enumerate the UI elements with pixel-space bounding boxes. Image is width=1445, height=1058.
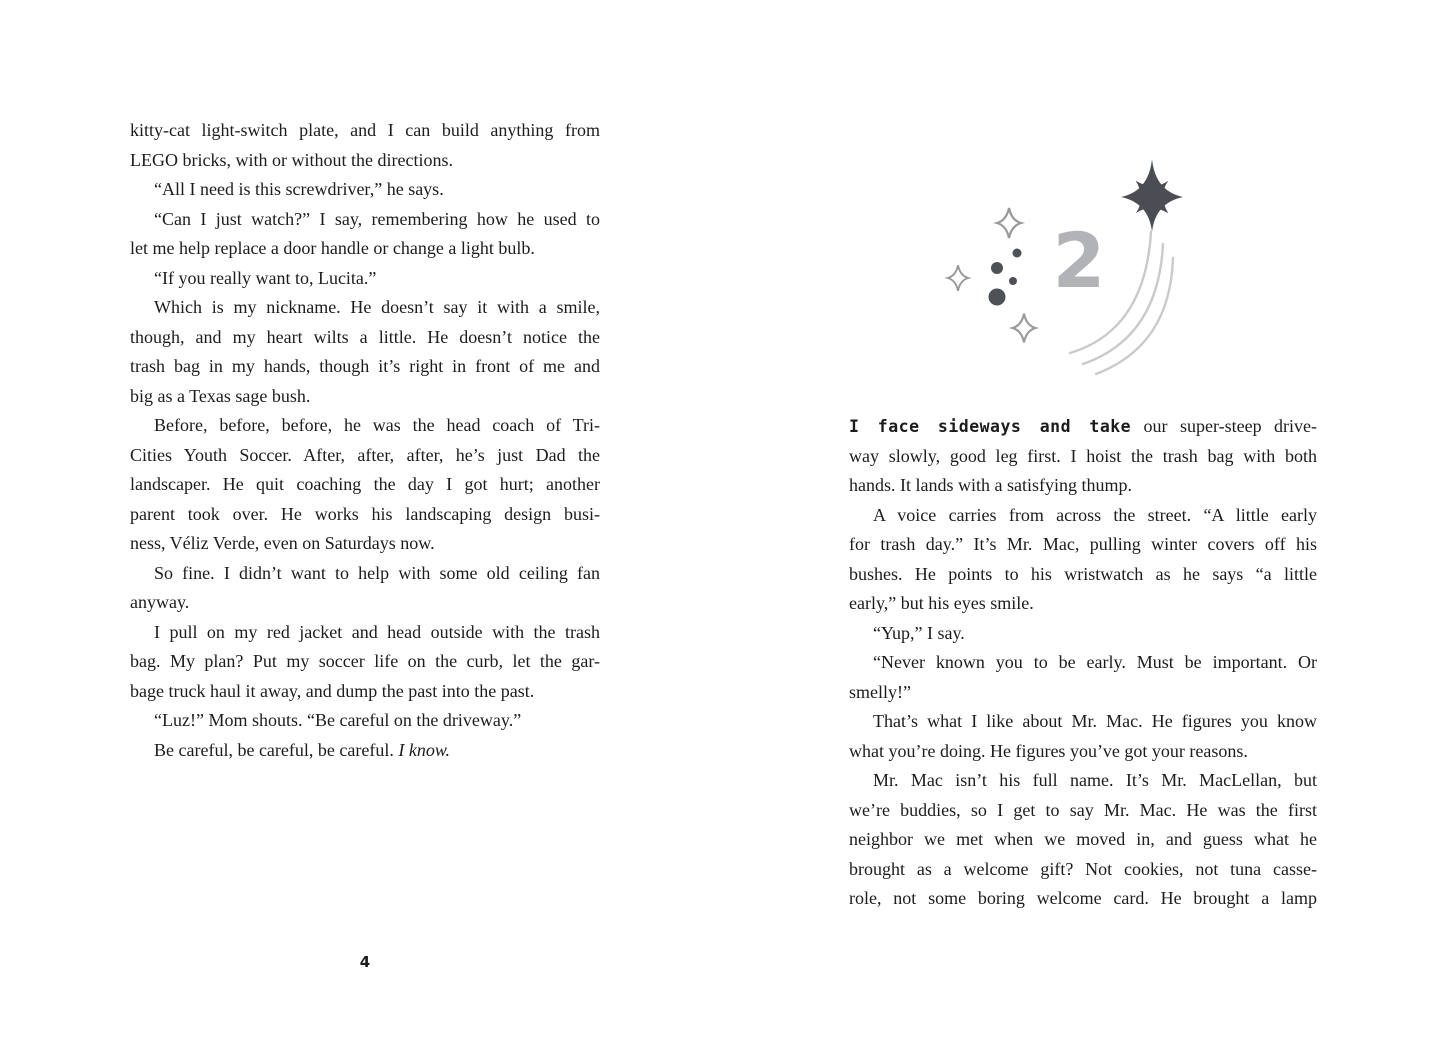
text-segment: brought as a welcome gift? Not cookies, not tuna casse- bbox=[849, 858, 1317, 879]
text-segment: role, not some boring welcome card. He brought a lamp bbox=[849, 888, 1317, 908]
text-segment: “All I need is this screwdriver,” he says. bbox=[154, 179, 444, 199]
text-line bbox=[849, 442, 1317, 472]
text-segment: bage truck haul it away, and dump the past into the past. bbox=[130, 680, 535, 701]
text-line bbox=[849, 737, 1317, 767]
text-segment: neighbor we met when we moved in, and guess what he bbox=[849, 829, 1317, 849]
text-line bbox=[130, 205, 600, 235]
text-segment: Cities Youth Soccer. After, after, after, he’s just Dad the bbox=[130, 444, 600, 465]
text-line bbox=[130, 441, 600, 471]
text-segment: I pull on my red jacket and head outside with the trash bbox=[154, 621, 600, 642]
text-segment: Before, before, before, he was the head coach of Tri- bbox=[154, 415, 600, 435]
dot bbox=[1013, 249, 1022, 258]
text-segment: parent took over. He works his landscaping design busi- bbox=[130, 503, 600, 524]
text-segment: what you’re doing. He figures you’ve got your reasons. bbox=[849, 740, 1248, 761]
text-segment: trash bag in my hands, though it’s right in front of me and bbox=[130, 356, 600, 376]
text-segment: our super-steep drive- bbox=[1131, 416, 1317, 436]
text-segment: “Yup,” I say. bbox=[873, 622, 965, 643]
text-line bbox=[130, 264, 600, 294]
dot bbox=[991, 262, 1003, 274]
text-line bbox=[849, 707, 1317, 737]
text-segment: I face sideways and take bbox=[849, 417, 1132, 436]
text-segment: we’re buddies, so I get to say Mr. Mac. He was the first bbox=[849, 799, 1317, 820]
text-line bbox=[130, 559, 600, 589]
text-segment: hands. It lands with a satisfying thump. bbox=[849, 475, 1132, 495]
text-segment: let me help replace a door handle or change a light bulb. bbox=[130, 238, 535, 258]
text-segment: That’s what I like about Mr. Mac. He figures you know bbox=[873, 711, 1317, 731]
text-segment: Which is my nickname. He doesn’t say it with a smile, bbox=[154, 297, 600, 317]
text-segment: “Luz!” Mom shouts. “Be careful on the driveway.” bbox=[154, 710, 522, 730]
text-line bbox=[130, 588, 600, 618]
chapter-ornament bbox=[920, 148, 1200, 378]
text-line bbox=[849, 589, 1317, 619]
text-line bbox=[849, 825, 1317, 855]
text-segment: “Can I just watch?” I say, remembering how he used to bbox=[154, 208, 600, 229]
text-line bbox=[130, 323, 600, 353]
chapter-number: 2 bbox=[1052, 216, 1106, 305]
text-line bbox=[130, 411, 600, 441]
text-segment: I know. bbox=[398, 739, 451, 760]
text-line bbox=[130, 146, 600, 176]
text-segment: LEGO bricks, with or without the directions. bbox=[130, 149, 453, 170]
dot bbox=[1009, 277, 1017, 285]
left-page-text bbox=[130, 116, 600, 765]
text-line bbox=[130, 382, 600, 412]
text-segment: Be careful, be careful, be careful. bbox=[154, 739, 399, 760]
text-segment: smelly!” bbox=[849, 681, 911, 702]
text-segment: Mr. Mac isn’t his full name. It’s Mr. MacLellan, but bbox=[873, 770, 1317, 790]
sparkle-icon bbox=[997, 208, 1021, 238]
text-segment: “If you really want to, Lucita.” bbox=[154, 267, 377, 288]
text-line bbox=[130, 736, 600, 766]
text-line bbox=[849, 796, 1317, 826]
text-line bbox=[849, 560, 1317, 590]
text-line bbox=[849, 678, 1317, 708]
text-line bbox=[849, 884, 1317, 914]
text-line bbox=[849, 648, 1317, 678]
text-line bbox=[130, 618, 600, 648]
sparkle-icon bbox=[1013, 314, 1036, 343]
sparkle-icon bbox=[948, 265, 968, 291]
text-line bbox=[130, 234, 600, 264]
page-number: 4 bbox=[359, 953, 371, 971]
text-line bbox=[130, 116, 600, 146]
text-line bbox=[130, 647, 600, 677]
trail-line bbox=[1096, 258, 1173, 374]
text-segment: bushes. He points to his wristwatch as he says “a little bbox=[849, 563, 1317, 584]
text-segment: A voice carries from across the street. “A little early bbox=[873, 504, 1317, 525]
shooting-star-icon bbox=[1119, 159, 1184, 232]
text-segment: “Never known you to be early. Must be important. Or bbox=[873, 652, 1317, 672]
sparkles bbox=[948, 208, 1036, 342]
text-segment: way slowly, good leg first. I hoist the trash bag with both bbox=[849, 445, 1317, 466]
text-line bbox=[849, 471, 1317, 501]
text-line bbox=[849, 501, 1317, 531]
text-line bbox=[130, 677, 600, 707]
text-line bbox=[849, 412, 1317, 442]
text-line bbox=[130, 293, 600, 323]
text-line bbox=[130, 706, 600, 736]
text-segment: anyway. bbox=[130, 592, 190, 612]
text-segment: kitty-cat light-switch plate, and I can build anything from bbox=[130, 120, 600, 140]
star-main-spikes bbox=[1121, 159, 1183, 232]
text-segment: bag. My plan? Put my soccer life on the curb, let the gar- bbox=[130, 651, 600, 671]
text-line bbox=[849, 766, 1317, 796]
right-page-text bbox=[849, 412, 1317, 914]
text-segment: So fine. I didn’t want to help with some old ceiling fan bbox=[154, 562, 600, 583]
text-line bbox=[130, 529, 600, 559]
text-segment: though, and my heart wilts a little. He doesn’t notice the bbox=[130, 326, 600, 347]
text-line bbox=[849, 530, 1317, 560]
text-segment: big as a Texas sage bush. bbox=[130, 385, 311, 406]
text-segment: early,” but his eyes smile. bbox=[849, 593, 1034, 613]
text-line bbox=[130, 470, 600, 500]
text-line bbox=[130, 175, 600, 205]
text-line bbox=[130, 352, 600, 382]
text-segment: for trash day.” It’s Mr. Mac, pulling winter covers off his bbox=[849, 534, 1317, 554]
text-line bbox=[849, 855, 1317, 885]
text-line bbox=[849, 619, 1317, 649]
text-segment: ness, Véliz Verde, even on Saturdays now. bbox=[130, 533, 435, 553]
stardust-dots-icon bbox=[989, 249, 1022, 306]
dot bbox=[989, 289, 1006, 306]
text-line bbox=[130, 500, 600, 530]
text-segment: landscaper. He quit coaching the day I got hurt; another bbox=[130, 474, 600, 494]
